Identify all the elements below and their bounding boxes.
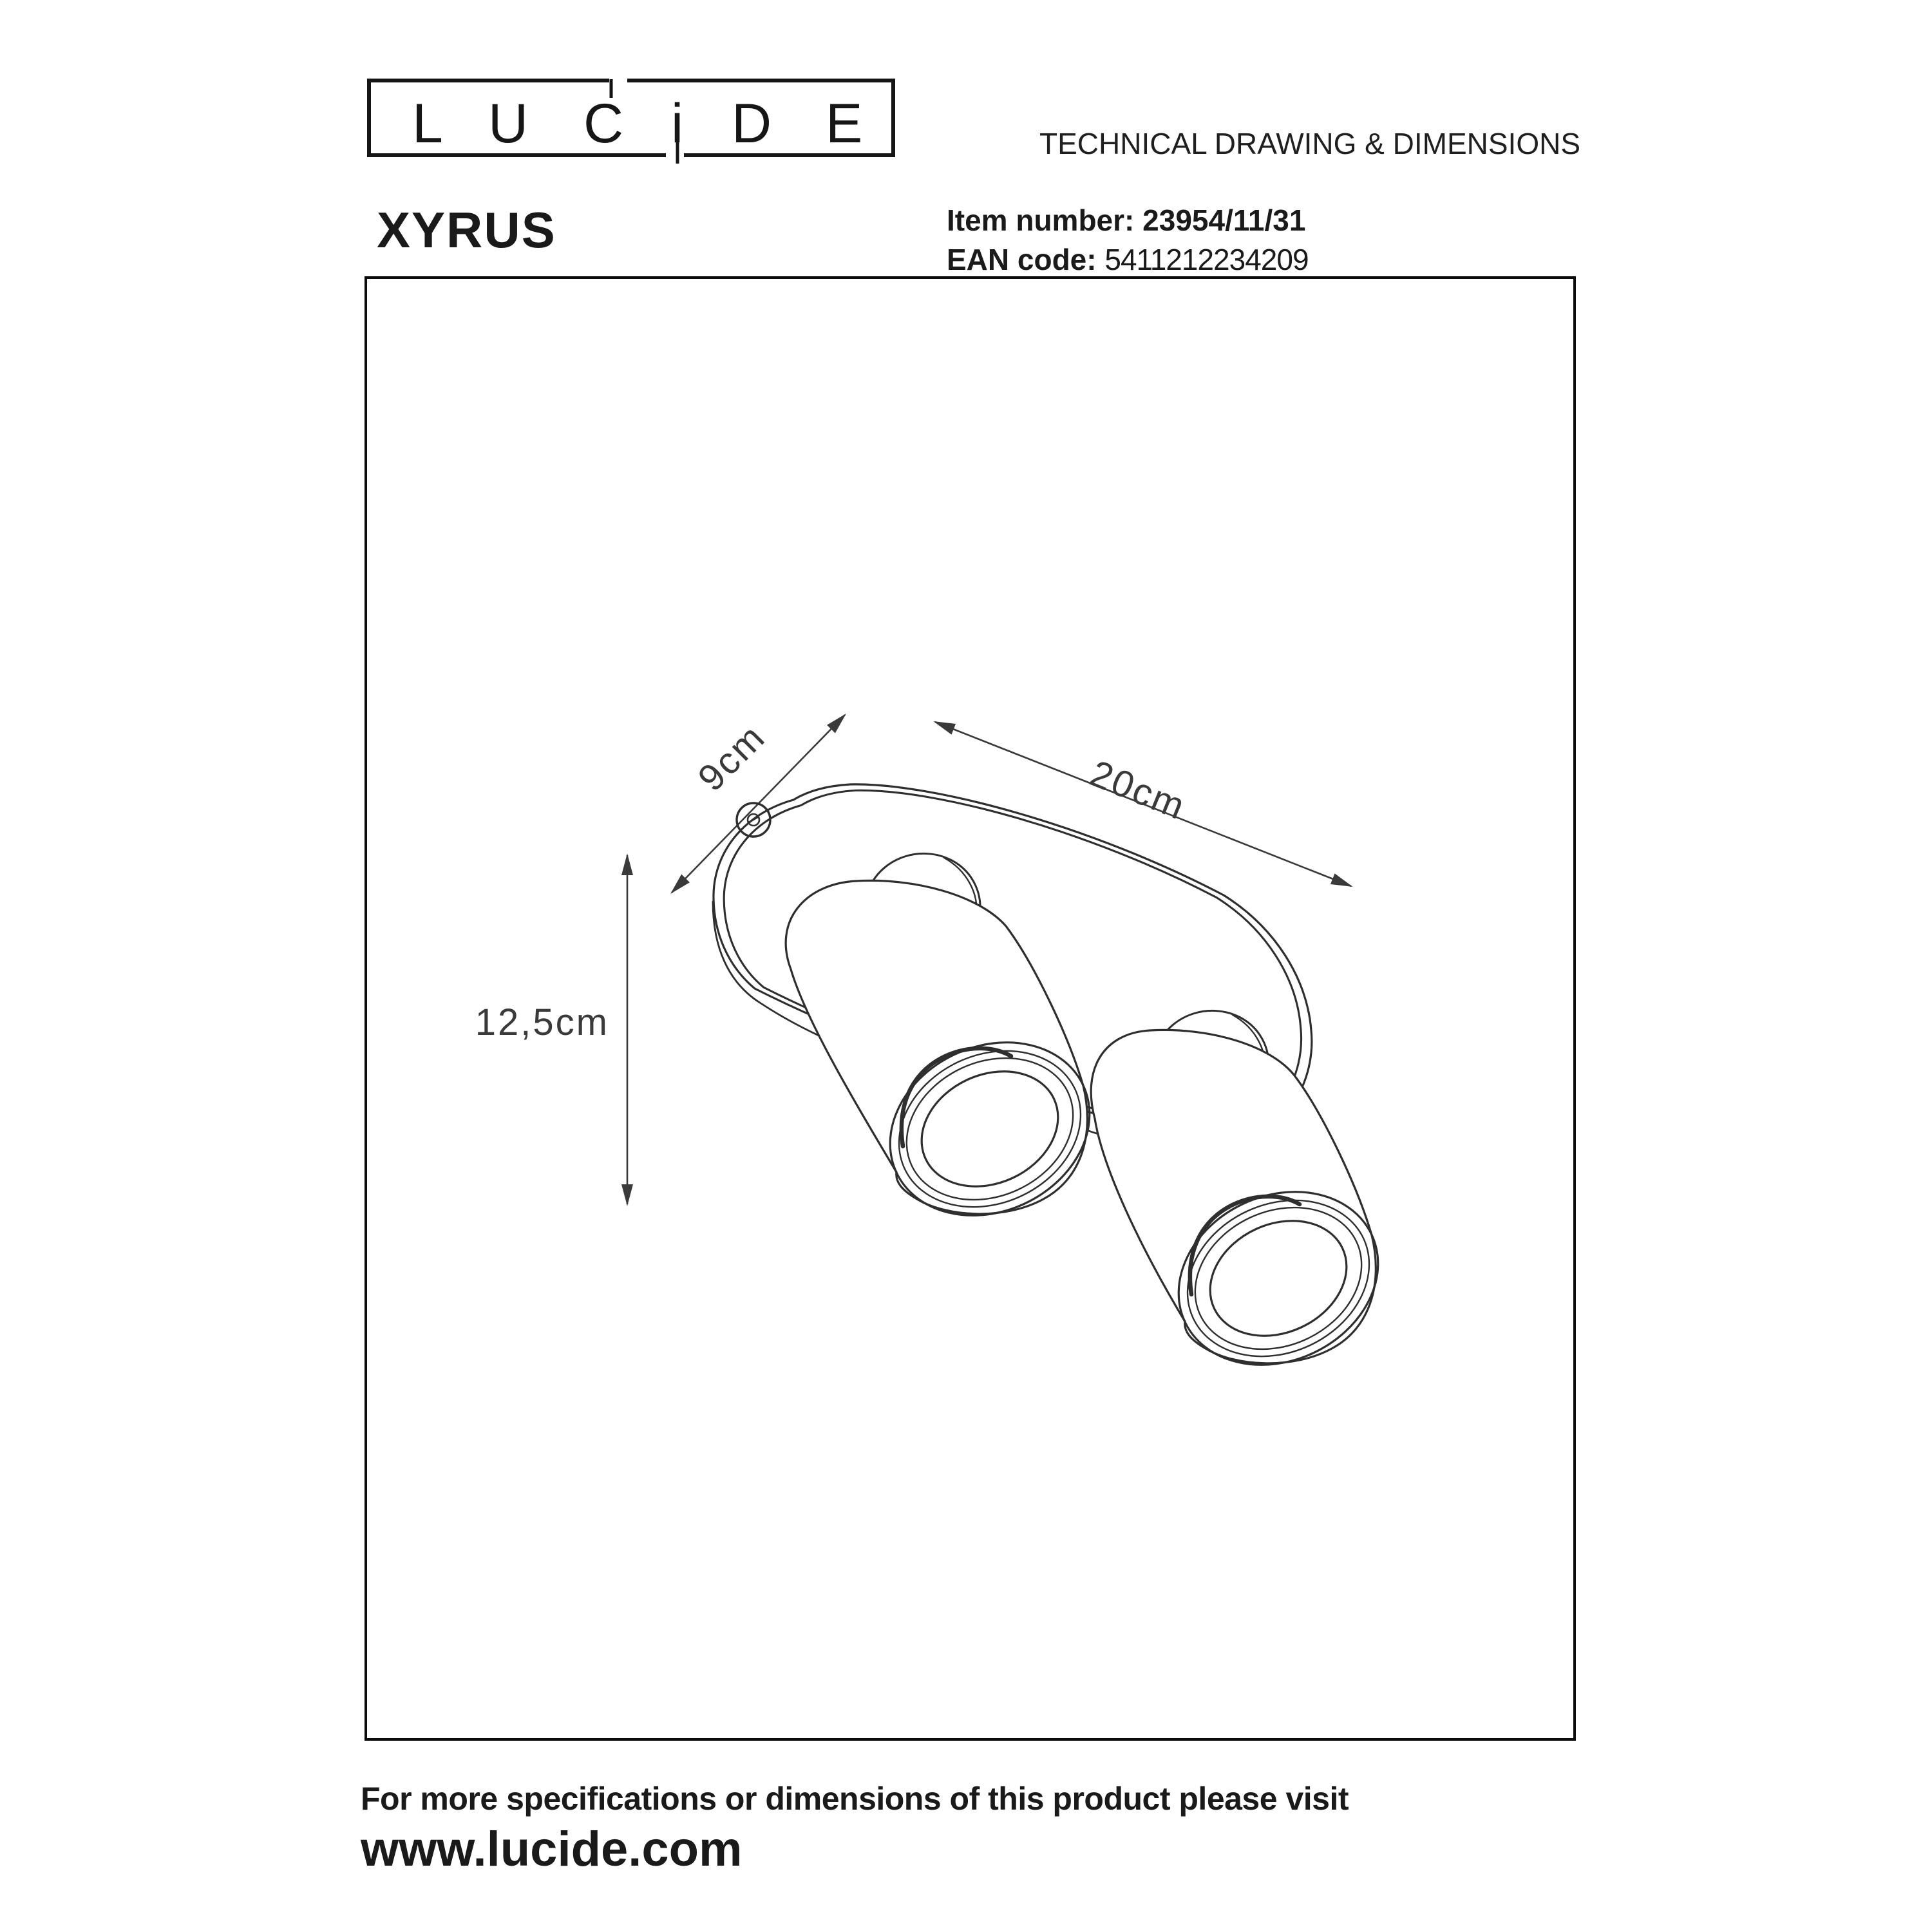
fixture-drawing <box>713 784 1406 1397</box>
ean-label: EAN code: <box>947 243 1097 276</box>
logo-box <box>367 79 895 164</box>
page-title: TECHNICAL DRAWING & DIMENSIONS <box>1039 127 1580 160</box>
ean-row <box>947 240 1309 279</box>
lucide-logo <box>365 72 899 167</box>
logo-letter-e: E <box>826 93 863 155</box>
logo-letter-u: U <box>488 93 529 155</box>
logo-letters <box>412 93 862 155</box>
depth-dimension-label: 9cm <box>690 715 774 800</box>
technical-drawing <box>367 279 1573 1738</box>
product-name: XYRUS <box>377 202 556 258</box>
logo-letter-l: L <box>412 93 443 155</box>
logo-letter-c: C <box>583 93 624 155</box>
product-meta <box>947 201 1309 279</box>
spot-rear <box>1091 1010 1406 1396</box>
item-number-value: 23954/11/31 <box>1142 204 1306 237</box>
height-dimension-label: 12,5cm <box>475 1001 609 1043</box>
footer-url: www.lucide.com <box>361 1822 743 1877</box>
logo-letter-i: i <box>671 93 684 155</box>
logo-letter-d: D <box>732 93 772 155</box>
length-dimension-label: 20cm <box>1084 752 1192 828</box>
drawing-frame <box>365 276 1576 1741</box>
item-number-label: Item number: <box>947 204 1135 237</box>
footer-note: For more specifications or dimensions of this product please visit <box>361 1781 1349 1817</box>
ean-value: 5411212234209 <box>1104 243 1309 276</box>
item-number-row <box>947 201 1309 240</box>
spot-rear-body <box>1091 1030 1376 1363</box>
